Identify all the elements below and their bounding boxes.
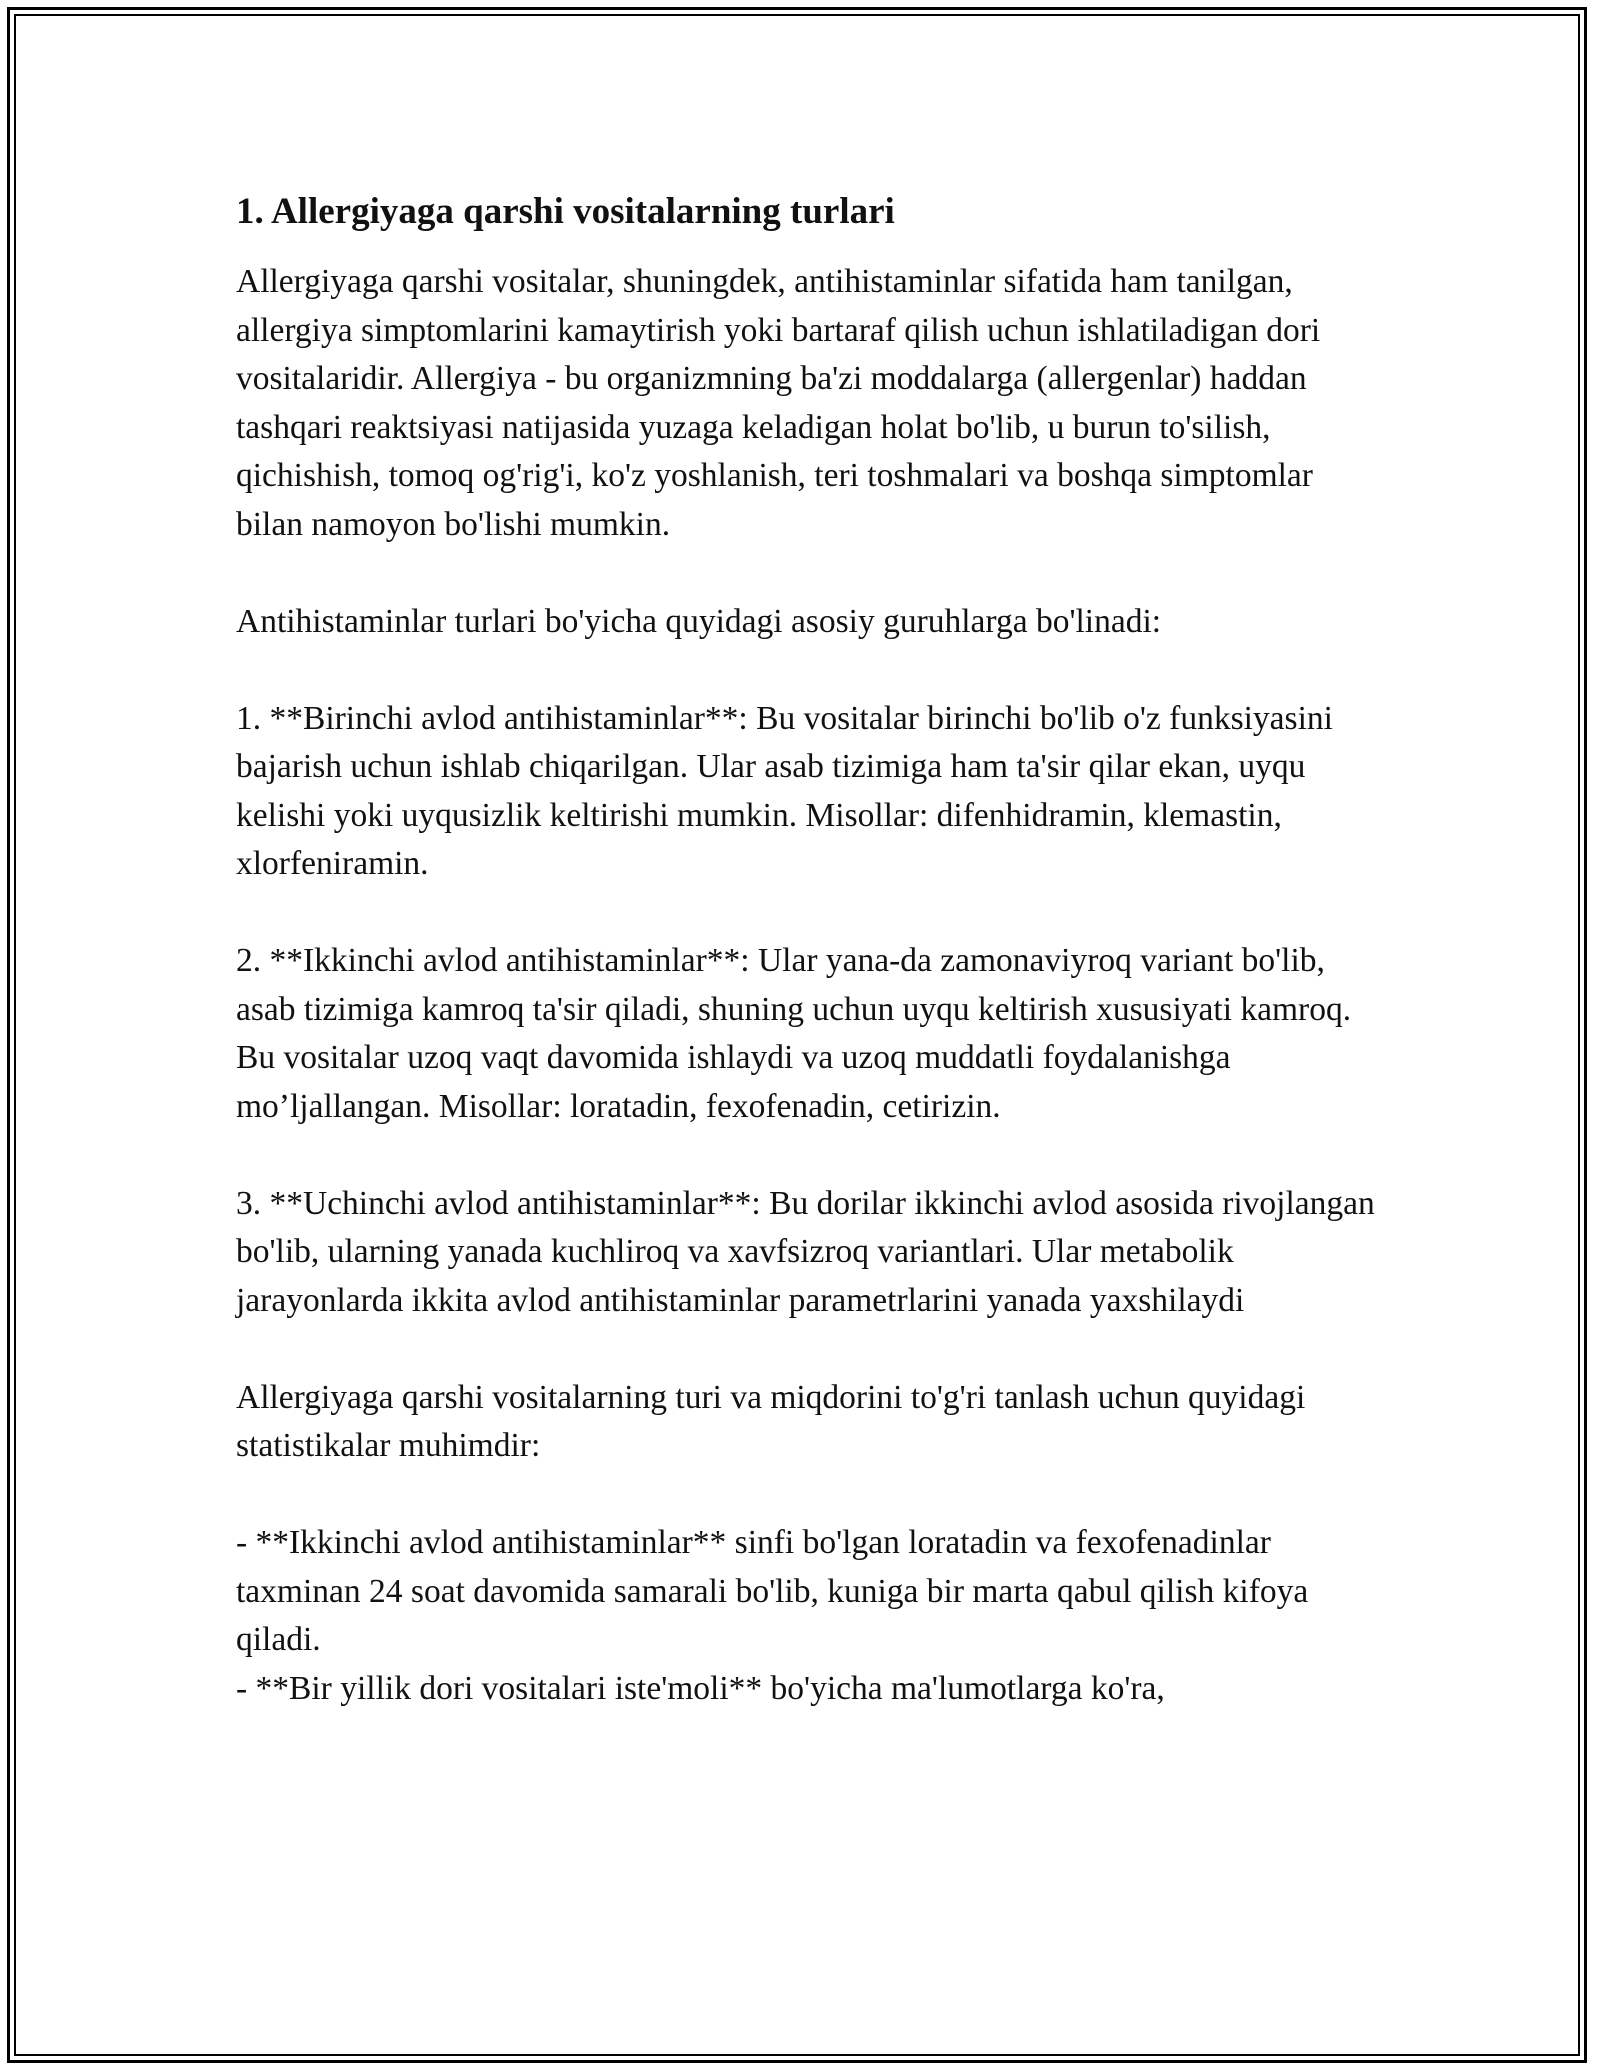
groups-intro-paragraph: Antihistaminlar turlari bo'yicha quyidagi asosiy guruhlarga bo'linadi: <box>236 602 1162 640</box>
section-heading: 1. Allergiyaga qarshi vositalarning turlari <box>236 191 895 232</box>
statistics-intro-paragraph: Allergiyaga qarshi vositalarning turi va miqdorini to'g'ri tanlash uchun quyidagi statistikalar muhimdir: <box>236 1378 1314 1464</box>
list-item: - **Bir yillik dori vositalari iste'moli** bo'yicha ma'lumotlarga ko'ra, <box>236 1669 1165 1707</box>
document-body <box>236 188 1384 1713</box>
list-item: - **Ikkinchi avlod antihistaminlar** sinfi bo'lgan loratadin va fexofenadinlar taxminan 24 soat davomida samarali bo'lib, kuniga bir marta qabul qilish kifoya qiladi. <box>236 1524 1317 1658</box>
third-generation-paragraph: 3. **Uchinchi avlod antihistaminlar**: Bu dorilar ikkinchi avlod asosida rivojlangan bo'lib, ularning yanada kuchliroq va xavfsizroq variantlari. Ular metabolik jarayonlarda ikkita avlod antihistaminlar parametrlarini yanada yaxshilaydi <box>236 1184 1384 1319</box>
first-generation-paragraph: 1. **Birinchi avlod antihistaminlar**: Bu vositalar birinchi bo'lib o'z funksiyasini bajarish uchun ishlab chiqarilgan. Ular asab tizimiga ham ta'sir qilar ekan, uyqu kelishi yoki uyqusizlik keltirishi mumkin. Misollar: difenhidramin, klemastin, xlorfeniramin. <box>236 699 1342 882</box>
second-generation-paragraph: 2. **Ikkinchi avlod antihistaminlar**: Ular yana-da zamonaviyroq variant bo'lib, asab tizimiga kamroq ta'sir qiladi, shuning uchun uyqu keltirish xususiyati kamroq. Bu vositalar uzoq vaqt davomida ishlaydi va uzoq muddatli foydalanishga mo’ljallangan. Misollar: loratadin, fexofenadin, cetirizin. <box>236 942 1360 1125</box>
intro-paragraph: Allergiyaga qarshi vositalar, shuningdek, antihistaminlar sifatida ham tanilgan, allergiya simptomlarini kamaytirish yoki bartaraf qilish uchun ishlatiladigan dori vositalaridir. Allergiya - bu organizmning ba'zi moddalarga (allergenlar) haddan tashqari reaktsiyasi natijasida yuzaga keladigan holat bo'lib, u burun to'silish, qichishish, tomoq og'rig'i, ko'z yoshlanish, teri toshmalari va boshqa simptomlar bilan namoyon bo'lishi mumkin. <box>236 263 1329 543</box>
